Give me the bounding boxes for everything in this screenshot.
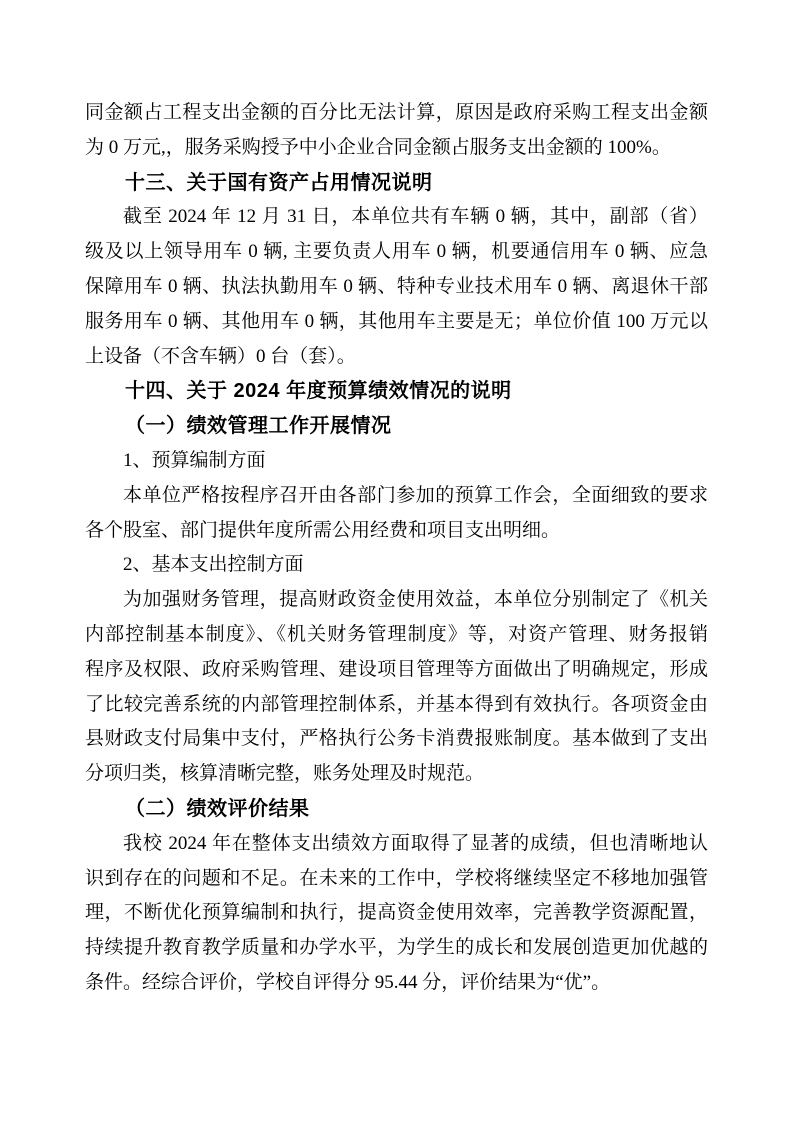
text-line: 条件。经综合评价，学校自评得分 95.44 分，评价结果为“优”。 (85, 971, 611, 993)
text-line: 保障用车 0 辆、执法执勤用车 0 辆、特种专业技术用车 0 辆、离退休干部 (85, 275, 708, 297)
section-heading: 十四、关于 2024 年度预算绩效情况的说明 (125, 380, 512, 403)
text-line: 1、预算编制方面 (123, 449, 266, 471)
text-line: 程序及权限、政府采购管理、建设项目管理等方面做出了明确规定，形成 (85, 658, 708, 680)
text-line: 为加强财务管理，提高财政资金使用效益，本单位分别制定了《机关 (123, 589, 708, 611)
text-line: 内部控制基本制度》、《机关财务管理制度》等，对资产管理、财务报销 (85, 623, 708, 645)
text-line: 级及以上领导用车 0 辆, 主要负责人用车 0 辆，机要通信用车 0 辆、应急 (85, 241, 708, 263)
text-line: 县财政支付局集中支付，严格执行公务卡消费报账制度。基本做到了支出 (85, 728, 708, 750)
text-line: 为 0 万元,，服务采购授予中小企业合同金额占服务支出金额的 100%。 (85, 136, 671, 158)
section-heading: 十三、关于国有资产占用情况说明 (125, 171, 433, 194)
text-line: 服务用车 0 辆、其他用车 0 辆，其他用车主要是无；单位价值 100 万元以 (85, 310, 708, 332)
text-line: 理，不断优化预算编制和执行，提高资金使用效率，完善教学资源配置， (85, 902, 708, 924)
text-line: 同金额占工程支出金额的百分比无法计算，原因是政府采购工程支出金额 (85, 102, 708, 123)
text-line: 2、基本支出控制方面 (123, 554, 304, 576)
text-line: 识到存在的问题和不足。在未来的工作中，学校将继续坚定不移地加强管 (85, 867, 708, 889)
section-heading: （二）绩效评价结果 (125, 797, 310, 820)
document-body (85, 96, 708, 1001)
text-line: 各个股室、部门提供年度所需公用经费和项目支出明细。 (85, 519, 561, 541)
text-line: 持续提升教育教学质量和办学水平，为学生的成长和发展创造更加优越的 (85, 937, 708, 959)
text-line: 我校 2024 年在整体支出绩效方面取得了显著的成绩，但也清晰地认 (123, 832, 708, 854)
text-line: 了比较完善系统的内部管理控制体系，并基本得到有效执行。各项资金由 (85, 693, 708, 715)
text-line: 本单位严格按程序召开由各部门参加的预算工作会，全面细致的要求 (123, 484, 708, 506)
text-line: 截至 2024 年 12 月 31 日，本单位共有车辆 0 辆，其中，副部（省） (123, 206, 708, 228)
text-line: 上设备（不含车辆）0 台（套）。 (85, 345, 356, 367)
text-line: 分项归类，核算清晰完整，账务处理及时规范。 (85, 763, 485, 785)
section-heading: （一）绩效管理工作开展情况 (125, 415, 392, 438)
